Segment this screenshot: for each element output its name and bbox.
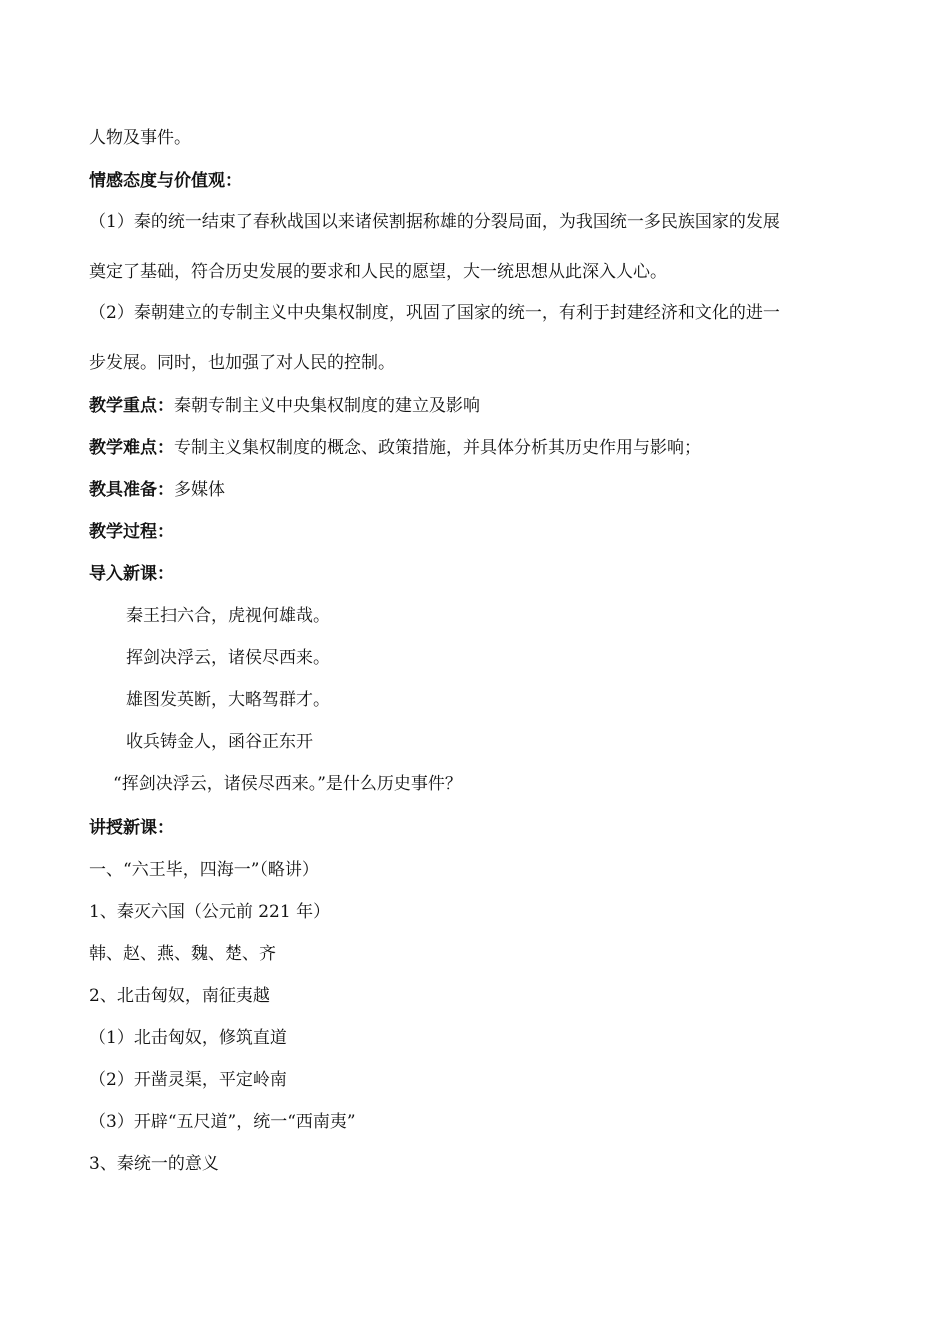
text-line: 人物及事件。 [89,128,191,148]
outline-item: 2、北击匈奴，南征夷越 [89,986,270,1006]
outline-item: （1）北击匈奴，修筑直道 [89,1028,287,1048]
tools-text: 多媒体 [174,480,225,500]
poem-line: 挥剑决浮云，诸侯尽西来。 [126,648,330,668]
poem-line: 雄图发英断，大略驾群才。 [126,690,330,710]
outline-item: 一、“六王毕，四海一”（略讲） [89,860,319,880]
section-heading-teach: 讲授新课： [89,818,174,838]
question-line: “挥剑决浮云，诸侯尽西来。”是什么历史事件？ [113,774,462,794]
paragraph-line: （2）秦朝建立的专制主义中央集权制度，巩固了国家的统一，有利于封建经济和文化的进一 [89,303,780,323]
key-points-line [89,395,480,417]
paragraph-line: 奠定了基础，符合历史发展的要求和人民的愿望，大一统思想从此深入人心。 [89,262,667,282]
poem-line: 收兵铸金人，函谷正东开 [126,732,313,752]
outline-item: 3、秦统一的意义 [89,1154,219,1174]
paragraph-line: （1）秦的统一结束了春秋战国以来诸侯割据称雄的分裂局面，为我国统一多民族国家的发展 [89,212,780,232]
difficulty-label: 教学难点： [89,438,174,458]
section-heading-process: 教学过程： [89,522,174,542]
section-heading-intro: 导入新课： [89,564,174,584]
difficulty-line [89,437,701,459]
key-points-label: 教学重点： [89,396,174,416]
difficulty-text: 专制主义集权制度的概念、政策措施，并具体分析其历史作用与影响； [174,438,701,458]
paragraph-line: 步发展。同时，也加强了对人民的控制。 [89,353,395,373]
tools-line [89,479,225,501]
outline-item: （2）开凿灵渠，平定岭南 [89,1070,287,1090]
outline-item: 韩、赵、燕、魏、楚、齐 [89,944,276,964]
tools-label: 教具准备： [89,480,174,500]
poem-line: 秦王扫六合，虎视何雄哉。 [126,606,330,626]
key-points-text: 秦朝专制主义中央集权制度的建立及影响 [174,396,480,416]
outline-item: 1、秦灭六国（公元前 221 年） [89,902,331,922]
section-heading-emotion: 情感态度与价值观： [89,171,242,191]
outline-item: （3）开辟“五尺道”，统一“西南夷” [89,1112,356,1132]
